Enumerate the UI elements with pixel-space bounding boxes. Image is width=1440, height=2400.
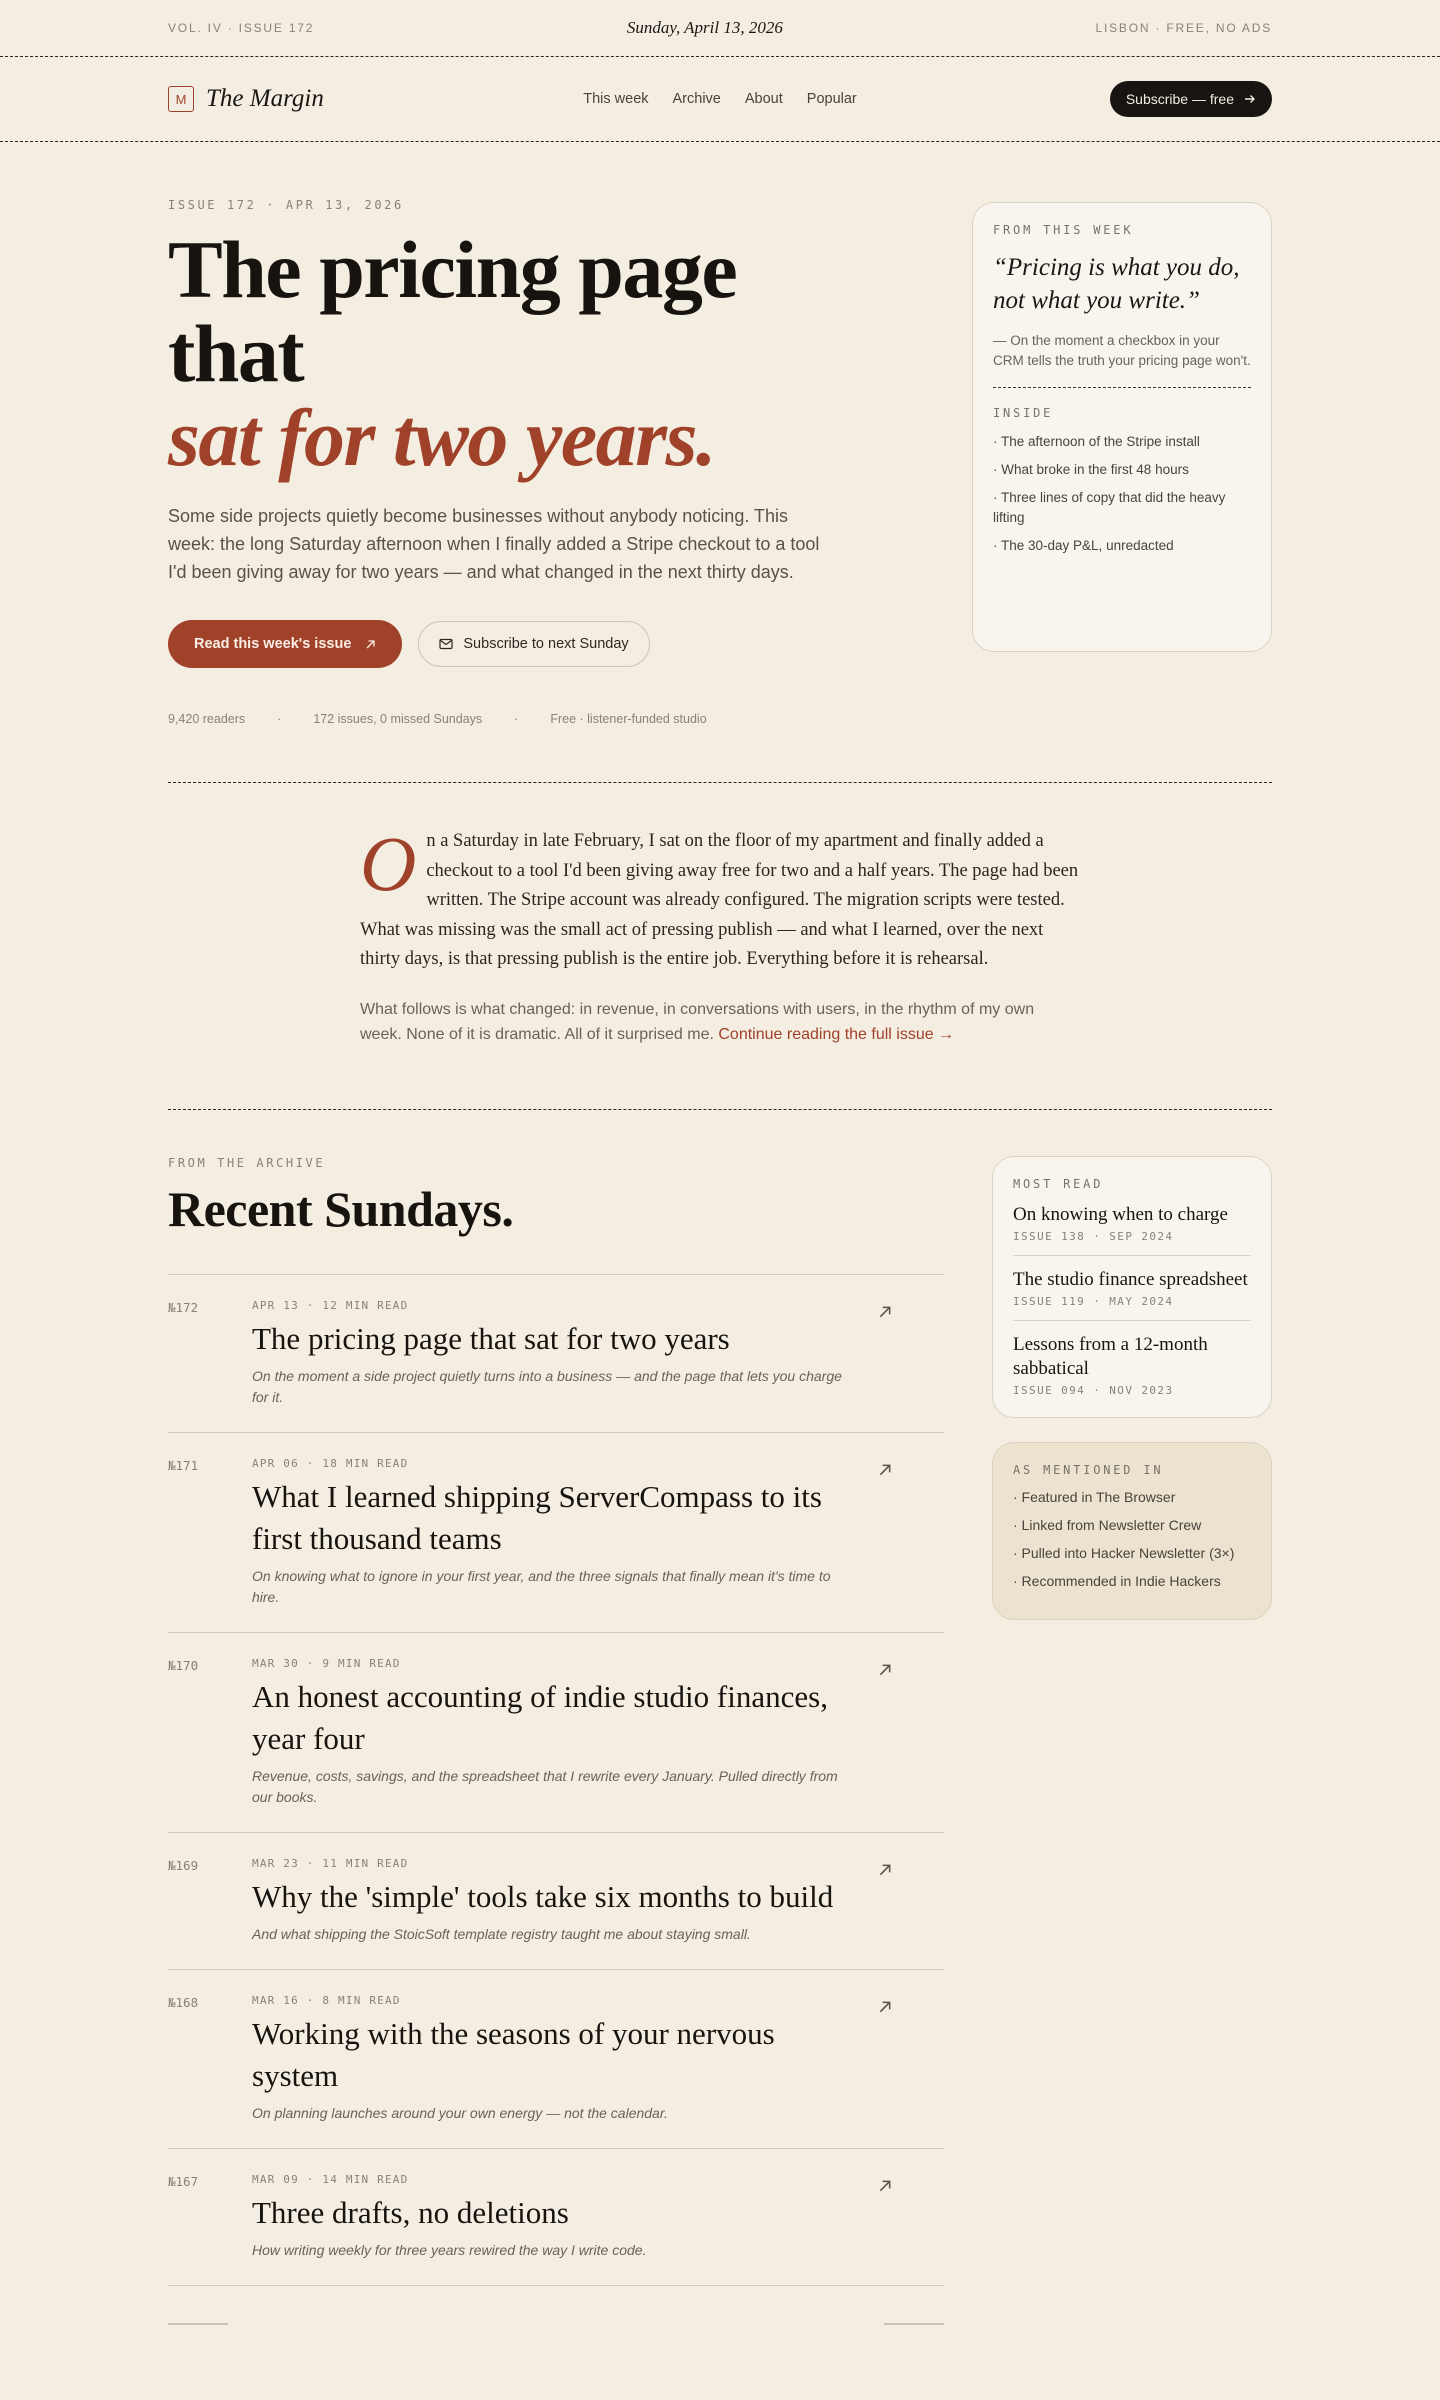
- issue-meta: MAR 09 · 14 MIN READ: [252, 2172, 409, 2186]
- section-divider: [168, 1109, 1272, 1110]
- card-divider: [993, 387, 1251, 388]
- issue-number: №168: [168, 1994, 199, 2010]
- issue-title[interactable]: An honest accounting of indie studio finances, year four: [252, 1678, 828, 1756]
- hero-title: [168, 224, 888, 483]
- archive-row[interactable]: [168, 1970, 944, 2149]
- subscribe-next-sunday-label: Subscribe to next Sunday: [463, 636, 629, 652]
- archive-row[interactable]: [168, 2149, 944, 2286]
- issue-meta: MAR 16 · 8 MIN READ: [252, 1993, 401, 2007]
- read-issue-label: Read this week's issue: [194, 636, 352, 652]
- archive-row[interactable]: [168, 1633, 944, 1833]
- issue-dek: On planning launches around your own energy — not the calendar.: [252, 2104, 668, 2121]
- excerpt-text-2: What follows is what changed: in revenue, in conversations with users, in the rhythm of my own week. None of it is dramatic. All of it surprised me.: [360, 1000, 1035, 1043]
- issue-number: №167: [168, 2173, 199, 2189]
- issue-meta: MAR 30 · 9 MIN READ: [252, 1656, 401, 1670]
- issue-dek: How writing weekly for three years rewired the way I write code.: [252, 2241, 647, 2258]
- section-divider: [168, 782, 1272, 783]
- issue-dek: On the moment a side project quietly turns into a business — and the page that lets you charge for it.: [252, 1367, 842, 1405]
- most-read-title: Lessons from a 12-month sabbatical: [1013, 1333, 1208, 1379]
- stat-funding: Free · listener-funded studio: [550, 712, 707, 726]
- issue-number: №170: [168, 1657, 199, 1673]
- stat-separator: ·: [277, 712, 282, 726]
- hero-title-line1: The pricing page that: [168, 224, 737, 399]
- most-read-card: [992, 1156, 1272, 1418]
- arrow-up-right-icon[interactable]: [878, 1463, 892, 1477]
- logo-icon: M: [168, 86, 194, 112]
- masthead: [168, 0, 1272, 56]
- most-read-meta: ISSUE 094 · NOV 2023: [1013, 1383, 1174, 1397]
- subscribe-free-button[interactable]: [1110, 81, 1272, 117]
- issue-title[interactable]: What I learned shipping ServerCompass to its first thousand teams: [252, 1478, 822, 1556]
- nav-link-popular[interactable]: Popular: [806, 91, 857, 107]
- issue-dek: Revenue, costs, savings, and the spreadsheet that I rewrite every January. Pulled directly from our books.: [252, 1767, 838, 1805]
- as-mentioned-in-card: [992, 1442, 1272, 1620]
- archive-title: Recent Sundays.: [168, 1180, 514, 1237]
- hero-lede: Some side projects quietly become businesses without anybody noticing. This week: the long Saturday afternoon when I finally added a Stripe checkout to a tool I'd been giving away for two years — and what changed in the next thirty days.: [168, 506, 820, 582]
- issue-meta: APR 13 · 12 MIN READ: [252, 1298, 409, 1312]
- archive-footer-clipped: [168, 2322, 944, 2328]
- issue-number: №169: [168, 1857, 199, 1873]
- continue-reading-link[interactable]: Continue reading the full issue →: [718, 1025, 955, 1043]
- arrow-up-right-icon[interactable]: [878, 2000, 892, 2014]
- issue-title[interactable]: The pricing page that sat for two years: [252, 1320, 730, 1356]
- issue-title[interactable]: Working with the seasons of your nervous system: [252, 2015, 775, 2093]
- subscribe-next-sunday-button[interactable]: [418, 621, 649, 667]
- inside-item: · What broke in the first 48 hours: [993, 462, 1189, 477]
- nav-link-this-week[interactable]: This week: [583, 91, 649, 107]
- most-read-eyebrow: MOST READ: [1013, 1176, 1104, 1191]
- arrow-up-right-icon[interactable]: [878, 1863, 892, 1877]
- archive-eyebrow: FROM THE ARCHIVE: [168, 1155, 326, 1170]
- drop-cap: O: [360, 820, 417, 907]
- from-this-week-card: [972, 202, 1272, 652]
- issue-meta: MAR 23 · 11 MIN READ: [252, 1856, 409, 1870]
- most-read-item[interactable]: [1013, 1256, 1251, 1321]
- quote-attribution: — On the moment a checkbox in your CRM tells the truth your pricing page won't.: [993, 333, 1251, 368]
- mention-item: · Recommended in Indie Hackers: [1013, 1572, 1221, 1589]
- issue-title[interactable]: Why the 'simple' tools take six months to build: [252, 1878, 834, 1914]
- brand-home-link[interactable]: [168, 85, 468, 113]
- mention-item: · Pulled into Hacker Newsletter (3×): [1013, 1544, 1235, 1561]
- excerpt-paragraph-2: [360, 997, 1080, 1047]
- inside-label: INSIDE: [993, 406, 1054, 420]
- most-read-item[interactable]: [1013, 1191, 1251, 1256]
- mentions-eyebrow: AS MENTIONED IN: [1013, 1462, 1164, 1477]
- subscribe-free-label: Subscribe — free: [1125, 91, 1234, 107]
- issue-dek: On knowing what to ignore in your first year, and the three signals that finally mean it's time to hire.: [252, 1567, 831, 1605]
- most-read-item[interactable]: [1013, 1321, 1251, 1397]
- location-label: LISBON · FREE, NO ADS: [1095, 21, 1272, 35]
- most-read-meta: ISSUE 138 · SEP 2024: [1013, 1229, 1174, 1243]
- archive-row[interactable]: [168, 1433, 944, 1633]
- issue-dek: And what shipping the StoicSoft template registry taught me about staying small.: [252, 1925, 751, 1942]
- hero-title-line2: sat for two years.: [168, 392, 715, 483]
- archive-list: [168, 1274, 944, 2286]
- mail-icon: [439, 638, 453, 650]
- hero-section: [168, 142, 1272, 726]
- excerpt-paragraph-1: [360, 820, 1080, 975]
- most-read-meta: ISSUE 119 · MAY 2024: [1013, 1294, 1174, 1308]
- mention-item: · Linked from Newsletter Crew: [1013, 1516, 1202, 1533]
- issue-title[interactable]: Three drafts, no deletions: [252, 2194, 569, 2230]
- stat-readers: 9,420 readers: [168, 712, 246, 726]
- most-read-title: On knowing when to charge: [1013, 1203, 1228, 1225]
- stat-issues: 172 issues, 0 missed Sundays: [313, 712, 483, 726]
- brand-name: The Margin: [206, 85, 324, 112]
- archive-row[interactable]: [168, 1833, 944, 1970]
- inside-item: · The 30-day P&L, unredacted: [993, 538, 1174, 553]
- archive-sidebar: [992, 1156, 1272, 2328]
- issue-date: Sunday, April 13, 2026: [626, 18, 783, 37]
- issue-number: №172: [168, 1299, 199, 1315]
- excerpt-text: n a Saturday in late February, I sat on the floor of my apartment and finally added a checkout to a tool I'd been giving away free for two and a half years. The page had been written. The Stripe account was already configured. The migration scripts were tested. What was missing was the small act of pressing publish — and what I learned, over the next thirty days, is that pressing publish is the entire job. Everything before it is rehearsal.: [360, 831, 1079, 969]
- arrow-up-right-icon: [365, 639, 376, 650]
- inside-item: · Three lines of copy that did the heavy lifting: [993, 490, 1226, 525]
- archive-section: [168, 1156, 1272, 2328]
- nav-link-about[interactable]: About: [744, 91, 783, 107]
- most-read-title: The studio finance spreadsheet: [1013, 1268, 1248, 1290]
- arrow-up-right-icon[interactable]: [878, 1305, 892, 1319]
- arrow-up-right-icon[interactable]: [878, 1663, 892, 1677]
- main-nav: [168, 57, 1272, 141]
- arrow-right-icon: [1244, 93, 1256, 105]
- mention-item: · Featured in The Browser: [1013, 1488, 1176, 1505]
- reader-stats: [168, 712, 888, 726]
- nav-links: [583, 91, 857, 107]
- nav-link-archive[interactable]: Archive: [672, 91, 721, 107]
- card-eyebrow: FROM THIS WEEK: [993, 223, 1134, 237]
- issue-number: №171: [168, 1457, 199, 1473]
- issue-meta: APR 06 · 18 MIN READ: [252, 1456, 409, 1470]
- issue-excerpt: [360, 820, 1080, 1047]
- volume-issue-label: VOL. IV · ISSUE 172: [168, 21, 315, 35]
- inside-item: · The afternoon of the Stripe install: [993, 434, 1200, 449]
- stat-separator: ·: [514, 712, 519, 726]
- arrow-up-right-icon[interactable]: [878, 2179, 892, 2193]
- pull-quote: “Pricing is what you do, not what you write.”: [993, 254, 1240, 314]
- mentions-list: [1013, 1487, 1251, 1591]
- hero-eyebrow: ISSUE 172 · APR 13, 2026: [168, 198, 404, 212]
- inside-list: [993, 432, 1251, 556]
- archive-row[interactable]: [168, 1275, 944, 1433]
- read-issue-button[interactable]: [168, 620, 402, 668]
